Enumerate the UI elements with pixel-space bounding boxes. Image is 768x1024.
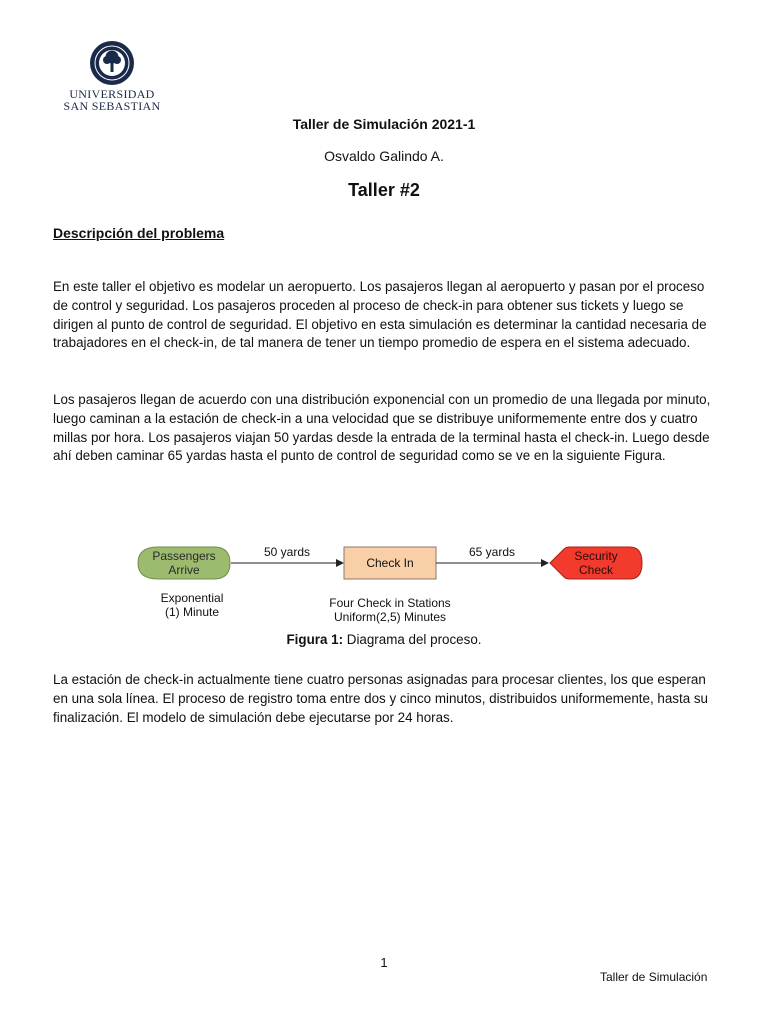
section-heading: Descripción del problema (53, 225, 225, 241)
checkin-label: Check In (366, 556, 414, 570)
figure-caption-label: Figura 1: (286, 632, 344, 647)
university-logo (60, 40, 164, 112)
arrive-dist-line-2: (1) Minute (164, 605, 220, 619)
document-subtitle: Taller #2 (348, 180, 420, 200)
logo-line-2: SAN SEBASTIAN (63, 99, 161, 113)
paragraph-3: La estación de check-in actualmente tiene cuatro personas asignadas para procesar clientes, los que esperan en una sola línea. El proceso de registro toma entre dos y cinco minutos, distribuidos uniformemente, hasta su finalización. El modelo de simulación debe ejecutarse por 24 horas. (53, 672, 709, 725)
page-footer: Taller de Simulación (600, 970, 708, 984)
figure-caption (0, 632, 768, 647)
figure-caption-text: Diagrama del proceso. (343, 632, 482, 647)
arrive-label-line-1: Passengers (152, 549, 216, 563)
checkin-dist-line-2: Uniform(2,5) Minutes (333, 610, 447, 624)
document-author: Osvaldo Galindo A. (324, 148, 444, 164)
process-diagram (130, 535, 650, 627)
paragraph-2: Los pasajeros llegan de acuerdo con una distribución exponencial con un promedio de una llegada por minuto, luego caminan a la estación de check-in a una velocidad que se distribuye uniformemente entre dos y cuatro millas por hora. Los pasajeros viajan 50 yardas desde la entrada de la terminal hasta el check-in. Luego desde ahí deben caminar 65 yardas hasta el punto de control de seguridad como se ve en la siguiente Figura. (53, 392, 711, 464)
checkin-dist-line-1: Four Check in Stations (329, 596, 451, 610)
edge-1-label: 50 yards (263, 545, 311, 559)
logo-line-1: UNIVERSIDAD (69, 87, 155, 101)
security-label-line-1: Security (574, 549, 618, 563)
security-label-line-2: Check (578, 563, 614, 577)
paragraph-1: En este taller el objetivo es modelar un aeropuerto. Los pasajeros llegan al aeropuerto y pasan por el proceso de control y seguridad. Los pasajeros proceden al proceso de check-in para obtener sus tickets y luego se dirigen al punto de control de seguridad. El objetivo en esta simulación es determinar la cantidad necesaria de trabajadores en el check-in, de tal manera de tener un tiempo promedio de espera en el sistema adecuado. (53, 279, 707, 351)
document-title: Taller de Simulación 2021-1 (292, 116, 476, 132)
arrive-label-line-2: Arrive (168, 563, 200, 577)
university-seal-icon (89, 40, 135, 86)
edge-2-label: 65 yards (468, 545, 516, 559)
page-number: 1 (380, 955, 388, 970)
arrive-dist-line-1: Exponential (160, 591, 224, 605)
